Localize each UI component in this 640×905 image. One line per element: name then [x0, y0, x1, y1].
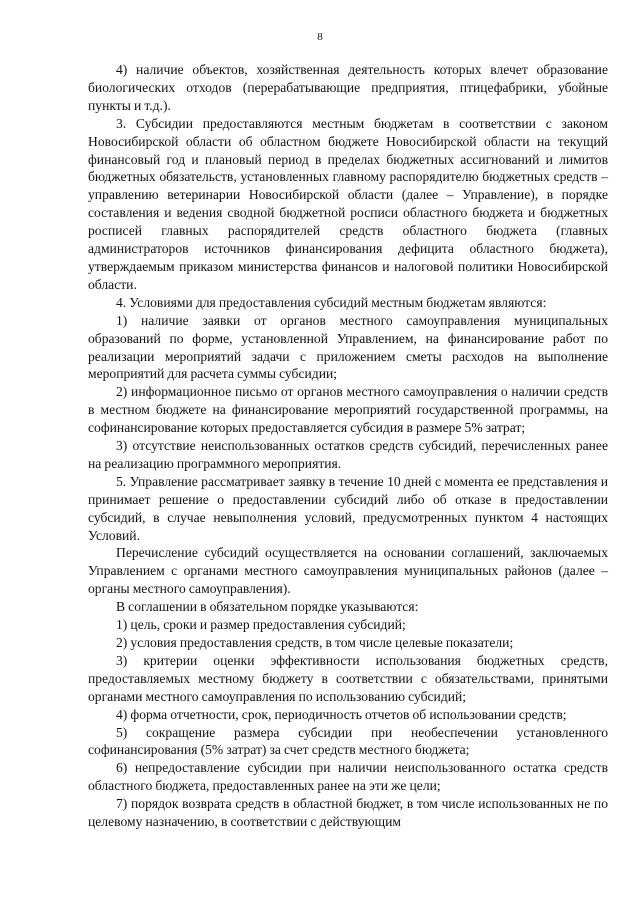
- paragraph-5: 2) информационное письмо от органов местного самоуправления о наличии средств в местном бюджете на финансирование мероприятий государственной программы, на софинансирование которых предоставляется субсидия в размере 5% затрат;: [88, 384, 608, 436]
- paragraph-16: 7) порядок возврата средств в областной бюджет, в том числе использованных не по целевому назначению, в соответствии с действующим: [88, 796, 608, 830]
- paragraph-9: В соглашении в обязательном порядке указываются:: [116, 599, 419, 615]
- paragraph-4: 1) наличие заявки от органов местного самоуправления муниципальных образований по форме, установленной Управлением, на финансирование работ по реализации мероприятий задачи с приложением сметы расходов на выполнение мероприятий для расчета суммы субсидии;: [88, 312, 608, 382]
- paragraph-13: 4) форма отчетности, срок, периодичность отчетов об использовании средств;: [116, 706, 567, 722]
- paragraph-7: 5. Управление рассматривает заявку в течение 10 дней с момента ее представления и принимает решение о предоставлении субсидий либо об отказе в предоставлении субсидий, в случае невыполнения условий, предусмотренных пунктом 4 настоящих Условий.: [88, 473, 608, 543]
- paragraph-3: 4. Условиями для предоставления субсидий местным бюджетам являются:: [116, 294, 547, 310]
- paragraph-6: 3) отсутствие неиспользованных остатков средств субсидий, перечисленных ранее на реализацию программного мероприятия.: [88, 438, 608, 471]
- paragraph-15: 6) непредоставление субсидии при наличии неиспользованного остатка средств областного бюджета, предоставленных ранее на эти же цели;: [88, 760, 608, 794]
- document-body: [88, 61, 608, 831]
- paragraph-12: 3) критерии оценки эффективности использования бюджетных средств, предоставляемых местному бюджету в соответствии с обязательствами, принятыми органами местного самоуправления по использованию субсидий;: [88, 652, 608, 704]
- page-number: 8: [317, 31, 323, 43]
- paragraph-10: 1) цель, сроки и размер предоставления субсидий;: [116, 617, 406, 633]
- paragraph-11: 2) условия предоставления средств, в том числе целевые показатели;: [116, 635, 514, 650]
- paragraph-2: 3. Субсидии предоставляются местным бюджетам в соответствии с законом Новосибирской области об областном бюджете Новосибирской области на текущий финансовый год и плановый период в пределах бюджетных ассигнований и лимитов бюджетных обязательств, установленных главному распорядителю бюджетных средств – управлению ветеринарии Новосибирской области (далее – Управление), в порядке составления и ведения сводной бюджетной росписи областного бюджета и бюджетных росписей главных распорядителей средств областного бюджета (главных администраторов источников финансирования дефицита областного бюджета), утверждаемым приказом министерства финансов и налоговой политики Новосибирской области.: [88, 115, 608, 292]
- paragraph-8: Перечисление субсидий осуществляется на основании соглашений, заключаемых Управлением с органами местного самоуправления муниципальных районов (далее – органы местного самоуправления).: [88, 545, 608, 597]
- paragraph-1: 4) наличие объектов, хозяйственная деятельность которых влечет образование биологических отходов (перерабатывающие предприятия, птицефабрики, убойные пункты и т.д.).: [88, 62, 608, 113]
- paragraph-14: 5) сокращение размера субсидии при необеспечении установленного софинансирования (5% затрат) за счет средств местного бюджета;: [88, 724, 608, 758]
